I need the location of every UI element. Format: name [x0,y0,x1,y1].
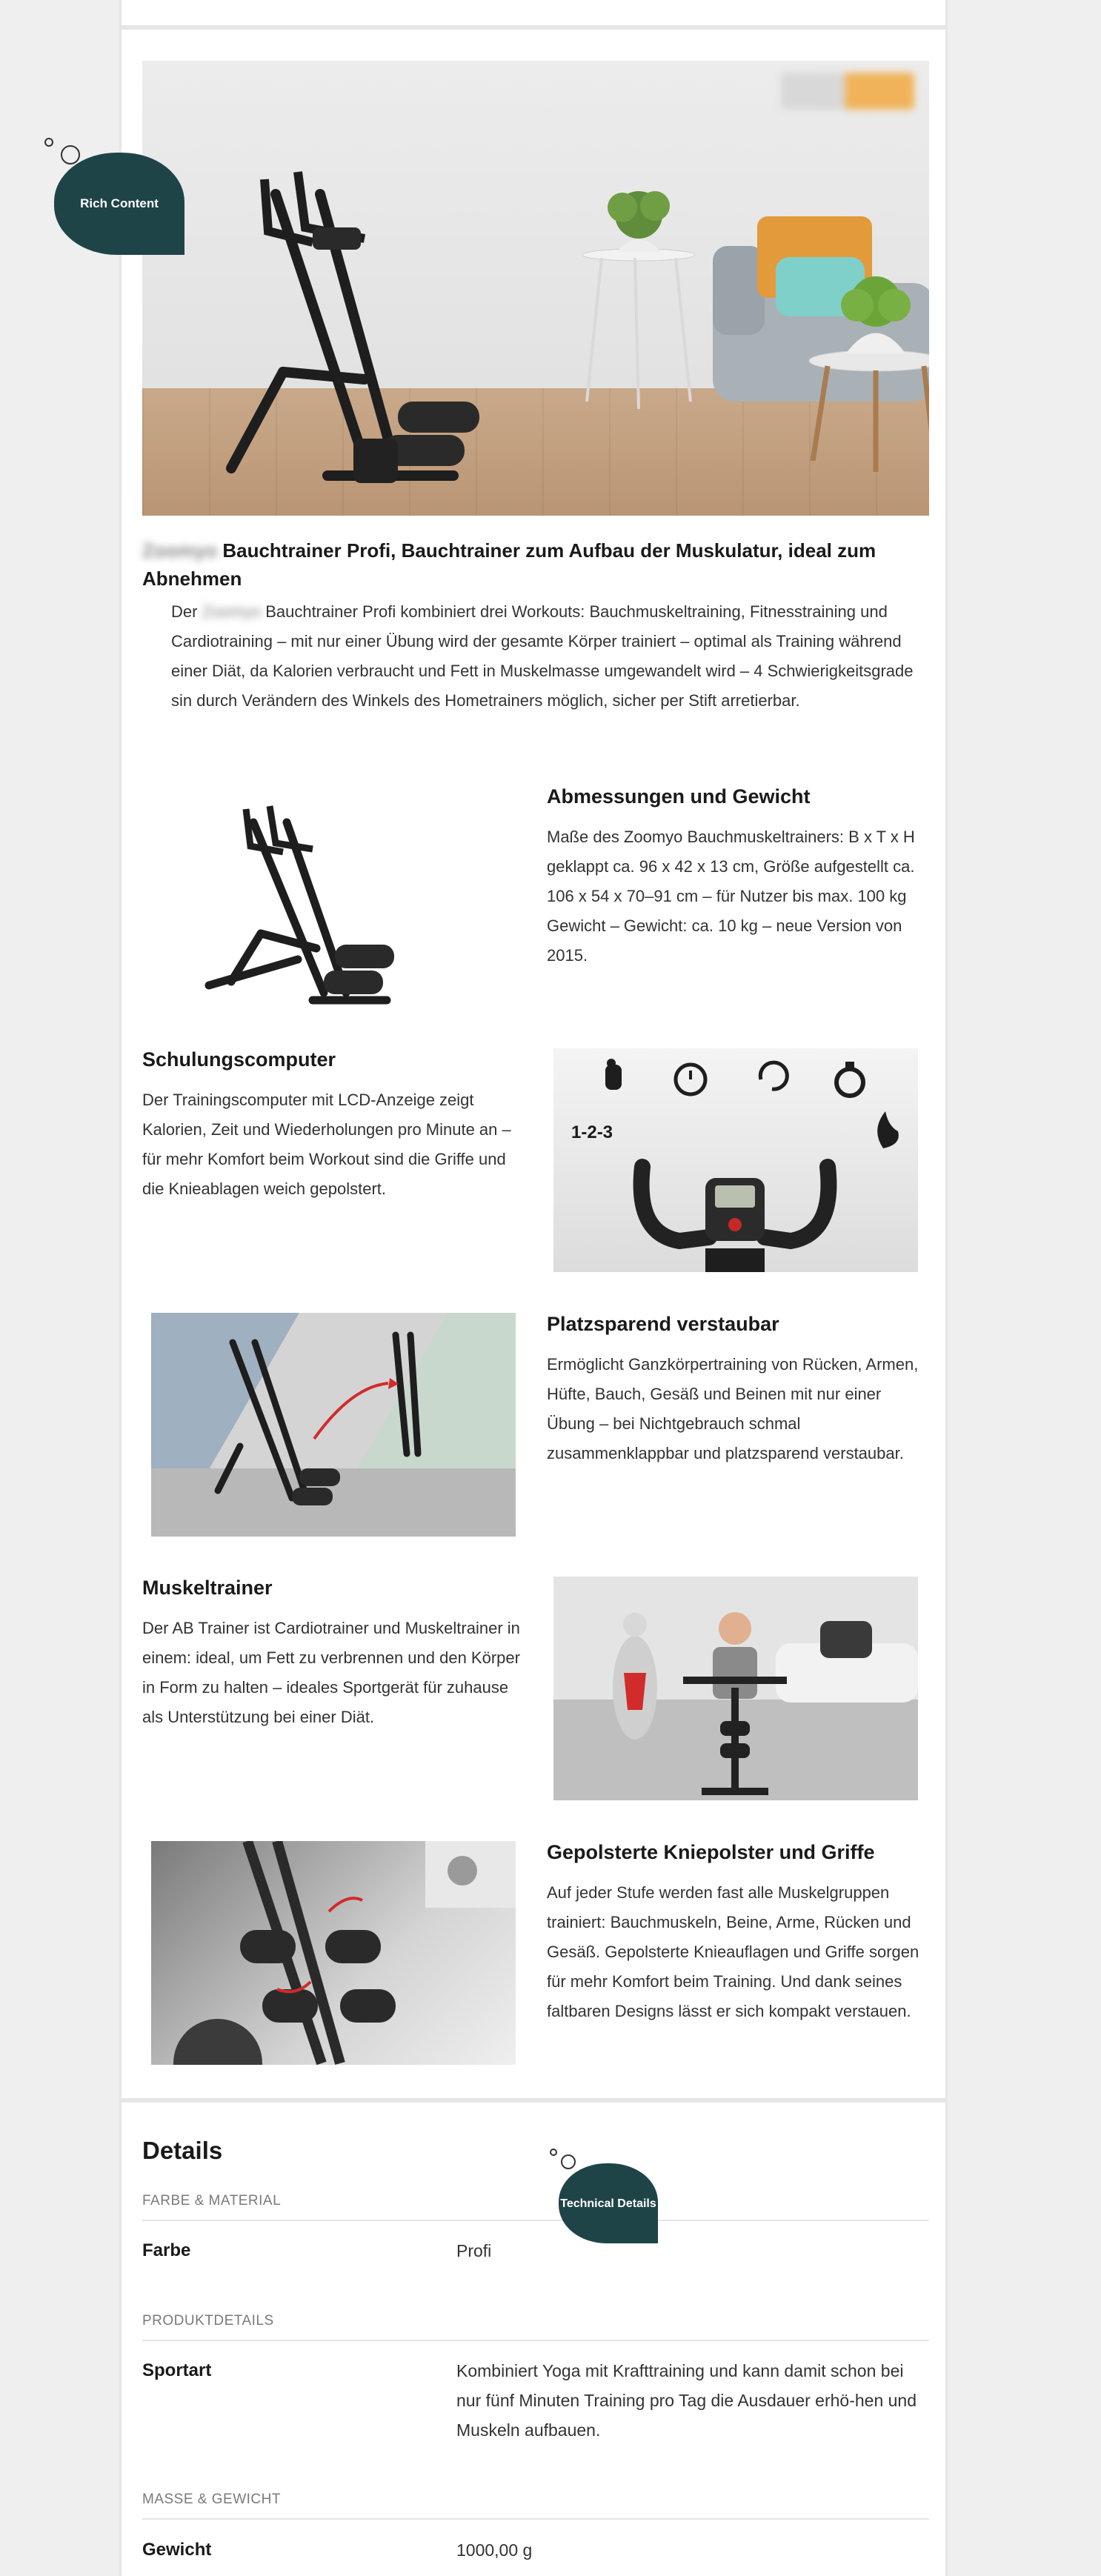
intro-brand-blurred: Zoomyo [202,602,262,621]
section-title-dimensions: Abmessungen und Gewicht [547,785,811,808]
detail-key-sport: Sportart [142,2360,212,2380]
intro-text: Bauchtrainer Profi kombiniert drei Workouts: Bauchmuskeltraining, Fitnesstraining und Cardiotraining – mit nur einer Übung wird der gesamte Körper trainiert – optimal als Training während einer Diät, da Kalorien verbraucht und Fett in Muskelmasse umgewandelt wird – 4 Schwierigkeitsgrade sin durch Verändern des Winkels des Hometrainers möglich, sicher per Stift arretierbar. [171,602,914,710]
computer-illustration [553,1048,918,1272]
hero-scene-illustration [142,61,929,516]
rich-content-panel [119,0,948,2098]
detail-key-color: Farbe [142,2240,191,2260]
section-label-material: FARBE & MATERIAL [142,2193,282,2209]
difficulty-level-label: 1-2-3 [571,1122,613,1142]
divider [142,2518,929,2520]
woman-training-illustration [553,1577,918,1800]
section-text-storage: Ermöglicht Ganzkörpertraining von Rücken, Armen, Hüfte, Bauch, Gesäß und Beinen mit nur einer Übung – bei Nichtgebrauch schmal zusammenklappbar und platzsparend verstaubar. [547,1355,919,1462]
intro-pre: Der [171,602,198,621]
section-title-computer: Schulungscomputer [142,1048,336,1071]
storage-room-image [151,1313,516,1537]
product-heading [142,536,929,593]
section-text-dimensions: Maße des Zoomyo Bauchmuskeltrainers: B x T x H geklappt ca. 96 x 42 x 13 cm, Größe aufgestellt ca. 106 x 54 x 70–91 cm – für Nutzer bis max. 100 kg Gewicht – Gewicht: ca. 10 kg – neue Version von 2015. [547,828,915,965]
bubble-dot [550,2149,557,2156]
hand-icon [605,1059,622,1090]
intro-paragraph [171,597,927,716]
storage-illustration [151,1313,516,1537]
detail-value-weight: 1000,00 g [456,2540,533,2560]
details-panel [119,2098,948,2576]
section-title-knee-pads: Gepolsterte Kniepolster und Griffe [547,1841,875,1863]
bubble-dot [561,2154,576,2169]
stopwatch-icon [836,1062,863,1096]
divider [142,2220,929,2221]
brand-name-blurred: Zoomyo [142,539,218,562]
section-text-knee-pads: Auf jeder Stufe werden fast alle Muskelgruppen trainiert: Bauchmuskeln, Beine, Arme, Rücken und Gesäß. Gepolsterte Knieauflagen und Griffe sorgen für mehr Komfort beim Training. Und dank seines faltbaren Designs lässt er sich kompakt verstauen. [547,1883,919,2020]
detail-key-weight: Gewicht [142,2540,212,2560]
rich-content-badge: Rich Content [54,153,184,255]
details-title: Details [142,2137,223,2164]
flame-icon [877,1111,899,1148]
hero-image [142,61,929,516]
section-label-weight: MASSE & GEWICHT [142,2492,281,2507]
section-title-storage: Platzsparend verstaubar [547,1313,779,1335]
divider [122,25,945,30]
bubble-dot [44,138,53,147]
divider [142,2340,929,2341]
section-label-product-details: PRODUKTDETAILS [142,2313,274,2329]
detail-value-sport: Kombiniert Yoga mit Krafttraining und kann damit schon bei nur fünf Minuten Training pro Tag die Ausdauer erhö-hen und Muskeln aufbauen. [456,2361,917,2440]
knee-pads-image [151,1841,516,2065]
knee-pads-illustration [151,1841,516,2065]
detail-value-color: Profi [456,2241,492,2260]
woman-training-image [553,1577,918,1800]
section-title-muscle: Muskeltrainer [142,1577,273,1599]
computer-display-image [553,1048,918,1272]
alarm-clock-icon [676,1065,705,1094]
technical-details-badge: Technical Details [559,2163,658,2243]
section-text-muscle: Der AB Trainer ist Cardiotrainer und Muskeltrainer in einem: ideal, um Fett zu verbrennen und den Körper in Form zu halten – ideales Sportgerät für zuhause als Unterstützung bei einer Diät. [142,1619,520,1726]
trainer-product-image [142,778,507,1008]
refresh-icon [760,1062,787,1089]
product-heading-text: Bauchtrainer Profi, Bauchtrainer zum Aufbau der Muskulatur, ideal zum Abnehmen [142,539,877,590]
trainer-illustration [142,778,507,1008]
section-text-computer: Der Trainingscomputer mit LCD-Anzeige zeigt Kalorien, Zeit und Wiederholungen pro Minute an – für mehr Komfort beim Workout sind die Griffe und die Knieablagen weich gepolstert. [142,1091,511,1198]
bubble-dot [61,145,80,164]
